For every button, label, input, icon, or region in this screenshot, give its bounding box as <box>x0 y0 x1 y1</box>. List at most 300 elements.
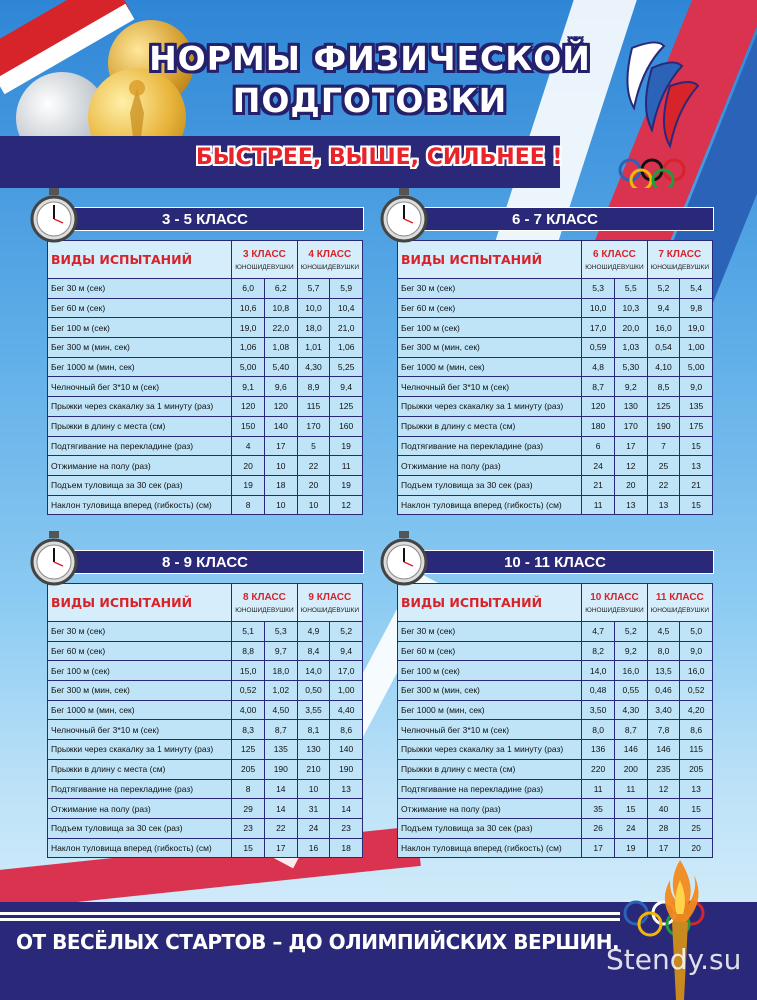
panel-heading-3-5: 3 - 5 КЛАСС <box>46 207 364 231</box>
norm-value-cell: 8 <box>232 495 265 515</box>
class-header: 7 КЛАСС ЮНОШИ ДЕВУШКИ <box>647 241 712 279</box>
norm-value-cell: 13 <box>680 779 713 799</box>
norm-value-cell: 18 <box>264 475 297 495</box>
norm-value-cell: 16,0 <box>680 661 713 681</box>
class-header: 10 КЛАСС ЮНОШИ ДЕВУШКИ <box>582 584 647 622</box>
test-name-cell: Отжимание на полу (раз) <box>48 456 232 476</box>
norm-value-cell: 28 <box>647 818 680 838</box>
table-row <box>398 641 713 661</box>
norm-value-cell: 180 <box>582 416 615 436</box>
norms-table-10-11 <box>397 583 713 858</box>
test-name-cell: Подтягивание на перекладине (раз) <box>398 779 582 799</box>
norm-value-cell: 9,8 <box>680 298 713 318</box>
test-name-cell: Челночный бег 3*10 м (сек) <box>48 720 232 740</box>
norm-value-cell: 9,4 <box>330 377 363 397</box>
norm-value-cell: 115 <box>297 397 330 417</box>
norm-value-cell: 4,8 <box>582 357 615 377</box>
norm-value-cell: 6 <box>582 436 615 456</box>
test-name-cell: Бег 60 м (сек) <box>48 298 232 318</box>
norm-value-cell: 170 <box>297 416 330 436</box>
test-name-cell: Прыжки через скакалку за 1 минуту (раз) <box>48 740 232 760</box>
norm-value-cell: 5,5 <box>614 279 647 299</box>
norm-value-cell: 220 <box>582 759 615 779</box>
norm-value-cell: 11 <box>330 456 363 476</box>
test-name-cell: Челночный бег 3*10 м (сек) <box>48 377 232 397</box>
norm-value-cell: 5,2 <box>614 622 647 642</box>
test-name-cell: Прыжки в длину с места (см) <box>48 416 232 436</box>
norm-value-cell: 17 <box>264 838 297 858</box>
test-name-cell: Бег 30 м (сек) <box>48 622 232 642</box>
norm-value-cell: 15 <box>680 495 713 515</box>
test-name-cell: Бег 100 м (сек) <box>48 661 232 681</box>
norm-value-cell: 9,4 <box>647 298 680 318</box>
norm-value-cell: 17 <box>647 838 680 858</box>
norm-value-cell: 5,2 <box>330 622 363 642</box>
norm-value-cell: 21 <box>582 475 615 495</box>
norm-value-cell: 4,9 <box>297 622 330 642</box>
norm-value-cell: 130 <box>297 740 330 760</box>
test-name-cell: Отжимание на полу (раз) <box>48 799 232 819</box>
table-row <box>48 377 363 397</box>
norm-value-cell: 1,06 <box>330 338 363 358</box>
table-row <box>398 779 713 799</box>
olympic-torch-icon <box>650 850 710 1000</box>
norm-value-cell: 0,48 <box>582 681 615 701</box>
stopwatch-icon <box>30 531 78 587</box>
norm-value-cell: 1,00 <box>680 338 713 358</box>
norm-value-cell: 0,59 <box>582 338 615 358</box>
norm-value-cell: 20 <box>614 475 647 495</box>
test-name-cell: Бег 60 м (сек) <box>398 298 582 318</box>
norm-value-cell: 25 <box>680 818 713 838</box>
norm-value-cell: 8,0 <box>647 641 680 661</box>
norm-value-cell: 4,30 <box>614 700 647 720</box>
norm-value-cell: 7,8 <box>647 720 680 740</box>
norm-value-cell: 140 <box>264 416 297 436</box>
norm-value-cell: 19 <box>330 436 363 456</box>
norm-value-cell: 10,8 <box>264 298 297 318</box>
norm-value-cell: 125 <box>330 397 363 417</box>
norm-value-cell: 18 <box>330 838 363 858</box>
norm-value-cell: 120 <box>264 397 297 417</box>
test-name-cell: Отжимание на полу (раз) <box>398 799 582 819</box>
table-row <box>398 357 713 377</box>
table-row <box>398 495 713 515</box>
norm-value-cell: 0,52 <box>680 681 713 701</box>
norm-value-cell: 24 <box>297 818 330 838</box>
norm-value-cell: 4,30 <box>297 357 330 377</box>
norm-value-cell: 10,4 <box>330 298 363 318</box>
norm-value-cell: 120 <box>582 397 615 417</box>
norm-value-cell: 0,46 <box>647 681 680 701</box>
table-row <box>398 740 713 760</box>
test-name-cell: Подъем туловища за 30 сек (раз) <box>398 475 582 495</box>
norm-value-cell: 23 <box>330 818 363 838</box>
norm-value-cell: 8,3 <box>232 720 265 740</box>
table-row <box>398 377 713 397</box>
norm-value-cell: 17 <box>264 436 297 456</box>
table-row <box>398 456 713 476</box>
stopwatch-icon <box>30 188 78 244</box>
norm-value-cell: 31 <box>297 799 330 819</box>
norm-value-cell: 5,30 <box>614 357 647 377</box>
norm-value-cell: 10,0 <box>297 298 330 318</box>
table-row <box>398 416 713 436</box>
norm-value-cell: 3,55 <box>297 700 330 720</box>
test-name-cell: Наклон туловища вперед (гибкость) (см) <box>48 838 232 858</box>
norm-value-cell: 146 <box>614 740 647 760</box>
norm-value-cell: 8 <box>232 779 265 799</box>
norm-value-cell: 146 <box>647 740 680 760</box>
test-name-cell: Подтягивание на перекладине (раз) <box>48 436 232 456</box>
norm-value-cell: 20 <box>680 838 713 858</box>
norm-value-cell: 10,6 <box>232 298 265 318</box>
norm-value-cell: 190 <box>330 759 363 779</box>
table-row <box>48 475 363 495</box>
test-name-cell: Бег 1000 м (мин, сек) <box>48 700 232 720</box>
norm-value-cell: 5,0 <box>680 622 713 642</box>
norm-value-cell: 1,02 <box>264 681 297 701</box>
page-title <box>120 38 620 122</box>
norm-value-cell: 15,0 <box>232 661 265 681</box>
norm-value-cell: 135 <box>264 740 297 760</box>
column-label: ВИДЫ ИСПЫТАНИЙ <box>48 584 232 622</box>
norm-value-cell: 20,0 <box>614 318 647 338</box>
norm-value-cell: 170 <box>614 416 647 436</box>
norm-value-cell: 9,4 <box>330 641 363 661</box>
test-name-cell: Бег 60 м (сек) <box>48 641 232 661</box>
norm-value-cell: 8,1 <box>297 720 330 740</box>
norm-value-cell: 12 <box>330 495 363 515</box>
norm-value-cell: 8,5 <box>647 377 680 397</box>
norm-value-cell: 190 <box>264 759 297 779</box>
norm-value-cell: 29 <box>232 799 265 819</box>
norm-value-cell: 0,55 <box>614 681 647 701</box>
column-label: ВИДЫ ИСПЫТАНИЙ <box>398 584 582 622</box>
norm-value-cell: 4,10 <box>647 357 680 377</box>
class-header: 8 КЛАСС ЮНОШИ ДЕВУШКИ <box>232 584 297 622</box>
norm-value-cell: 10 <box>297 779 330 799</box>
title-line-1: НОРМЫ ФИЗИЧЕСКОЙ <box>149 39 591 78</box>
norm-value-cell: 13 <box>614 495 647 515</box>
table-row <box>398 681 713 701</box>
table-row <box>48 740 363 760</box>
panel-heading-10-11: 10 - 11 КЛАСС <box>396 550 714 574</box>
test-name-cell: Прыжки в длину с места (см) <box>398 759 582 779</box>
slogan: БЫСТРЕЕ, ВЫШЕ, СИЛЬНЕЕ ! <box>196 145 563 170</box>
norm-value-cell: 1,01 <box>297 338 330 358</box>
norm-value-cell: 5,1 <box>232 622 265 642</box>
russia-olympic-emblem-icon <box>612 38 702 188</box>
test-name-cell: Бег 30 м (сек) <box>48 279 232 299</box>
norm-value-cell: 14 <box>264 779 297 799</box>
norm-value-cell: 15 <box>232 838 265 858</box>
norm-value-cell: 5,40 <box>264 357 297 377</box>
norm-value-cell: 22 <box>647 475 680 495</box>
norm-value-cell: 190 <box>647 416 680 436</box>
table-row <box>48 700 363 720</box>
norm-value-cell: 19,0 <box>232 318 265 338</box>
test-name-cell: Бег 60 м (сек) <box>398 641 582 661</box>
norm-value-cell: 14 <box>264 799 297 819</box>
test-name-cell: Прыжки через скакалку за 1 минуту (раз) <box>398 740 582 760</box>
table-row <box>48 779 363 799</box>
norm-value-cell: 5,9 <box>330 279 363 299</box>
norm-value-cell: 130 <box>614 397 647 417</box>
norm-value-cell: 10 <box>264 495 297 515</box>
norm-value-cell: 7 <box>647 436 680 456</box>
norm-value-cell: 17,0 <box>582 318 615 338</box>
class-header: 11 КЛАСС ЮНОШИ ДЕВУШКИ <box>647 584 712 622</box>
table-row <box>48 681 363 701</box>
norm-value-cell: 15 <box>680 799 713 819</box>
norm-value-cell: 5 <box>297 436 330 456</box>
norm-value-cell: 205 <box>232 759 265 779</box>
table-row <box>48 397 363 417</box>
test-name-cell: Прыжки через скакалку за 1 минуту (раз) <box>398 397 582 417</box>
norm-value-cell: 6,2 <box>264 279 297 299</box>
norm-value-cell: 125 <box>647 397 680 417</box>
norm-value-cell: 19 <box>232 475 265 495</box>
norm-value-cell: 210 <box>297 759 330 779</box>
norm-value-cell: 5,25 <box>330 357 363 377</box>
norm-value-cell: 125 <box>232 740 265 760</box>
norm-value-cell: 18,0 <box>297 318 330 338</box>
watermark: Stendy.su <box>606 943 742 976</box>
test-name-cell: Бег 300 м (мин, сек) <box>398 681 582 701</box>
norm-value-cell: 14,0 <box>297 661 330 681</box>
table-row <box>398 436 713 456</box>
norm-value-cell: 9,6 <box>264 377 297 397</box>
norms-table-3-5 <box>47 240 363 515</box>
norm-value-cell: 0,54 <box>647 338 680 358</box>
panel-heading-8-9: 8 - 9 КЛАСС <box>46 550 364 574</box>
norm-value-cell: 120 <box>232 397 265 417</box>
norm-value-cell: 20 <box>232 456 265 476</box>
class-header: 4 КЛАСС ЮНОШИ ДЕВУШКИ <box>297 241 362 279</box>
norm-value-cell: 9,0 <box>680 641 713 661</box>
table-row <box>48 838 363 858</box>
test-name-cell: Наклон туловища вперед (гибкость) (см) <box>48 495 232 515</box>
norm-value-cell: 13 <box>647 495 680 515</box>
norm-value-cell: 8,6 <box>330 720 363 740</box>
table-row <box>398 720 713 740</box>
test-name-cell: Наклон туловища вперед (гибкость) (см) <box>398 838 582 858</box>
table-row <box>48 641 363 661</box>
norm-value-cell: 115 <box>680 740 713 760</box>
test-name-cell: Бег 1000 м (мин, сек) <box>398 700 582 720</box>
norm-value-cell: 235 <box>647 759 680 779</box>
class-header: 6 КЛАСС ЮНОШИ ДЕВУШКИ <box>582 241 647 279</box>
test-name-cell: Бег 300 м (мин, сек) <box>398 338 582 358</box>
table-row <box>48 661 363 681</box>
test-name-cell: Бег 100 м (сек) <box>398 318 582 338</box>
test-name-cell: Подтягивание на перекладине (раз) <box>398 436 582 456</box>
title-line-2: ПОДГОТОВКИ <box>232 81 508 120</box>
test-name-cell: Подъем туловища за 30 сек (раз) <box>398 818 582 838</box>
norms-table-8-9 <box>47 583 363 858</box>
norm-value-cell: 5,3 <box>582 279 615 299</box>
norm-value-cell: 8,0 <box>582 720 615 740</box>
norm-value-cell: 14 <box>330 799 363 819</box>
norm-value-cell: 5,00 <box>232 357 265 377</box>
norm-value-cell: 6,0 <box>232 279 265 299</box>
norm-value-cell: 4,5 <box>647 622 680 642</box>
norm-value-cell: 8,2 <box>582 641 615 661</box>
table-row <box>48 436 363 456</box>
test-name-cell: Челночный бег 3*10 м (сек) <box>398 720 582 740</box>
table-row <box>48 338 363 358</box>
norm-value-cell: 8,7 <box>264 720 297 740</box>
norm-value-cell: 135 <box>680 397 713 417</box>
norm-value-cell: 160 <box>330 416 363 436</box>
test-name-cell: Бег 30 м (сек) <box>398 622 582 642</box>
table-row <box>48 622 363 642</box>
norm-value-cell: 17 <box>582 838 615 858</box>
norm-value-cell: 14,0 <box>582 661 615 681</box>
norm-value-cell: 12 <box>614 456 647 476</box>
table-row <box>398 475 713 495</box>
norm-value-cell: 5,2 <box>647 279 680 299</box>
norm-value-cell: 4,7 <box>582 622 615 642</box>
table-row <box>48 495 363 515</box>
table-row <box>48 357 363 377</box>
norm-value-cell: 25 <box>647 456 680 476</box>
norm-value-cell: 10,0 <box>582 298 615 318</box>
footer-motto: ОТ ВЕСЁЛЫХ СТАРТОВ – ДО ОЛИМПИЙСКИХ ВЕРШИН. <box>16 930 620 954</box>
norm-value-cell: 8,6 <box>680 720 713 740</box>
table-row <box>48 759 363 779</box>
norm-value-cell: 11 <box>582 779 615 799</box>
norm-value-cell: 8,9 <box>297 377 330 397</box>
norm-value-cell: 13 <box>680 456 713 476</box>
norm-value-cell: 11 <box>614 779 647 799</box>
table-row <box>398 818 713 838</box>
norm-value-cell: 21 <box>680 475 713 495</box>
norm-value-cell: 140 <box>330 740 363 760</box>
test-name-cell: Подъем туловища за 30 сек (раз) <box>48 475 232 495</box>
table-row <box>48 298 363 318</box>
norm-value-cell: 22,0 <box>264 318 297 338</box>
norm-value-cell: 10 <box>264 456 297 476</box>
norm-value-cell: 136 <box>582 740 615 760</box>
norm-value-cell: 24 <box>614 818 647 838</box>
norm-value-cell: 20 <box>297 475 330 495</box>
norm-value-cell: 18,0 <box>264 661 297 681</box>
table-row <box>48 279 363 299</box>
test-name-cell: Бег 100 м (сек) <box>48 318 232 338</box>
norm-value-cell: 8,8 <box>232 641 265 661</box>
norm-value-cell: 10 <box>297 495 330 515</box>
norm-value-cell: 9,7 <box>264 641 297 661</box>
norm-value-cell: 3,40 <box>647 700 680 720</box>
test-name-cell: Бег 1000 м (мин, сек) <box>48 357 232 377</box>
norm-value-cell: 40 <box>647 799 680 819</box>
norm-value-cell: 24 <box>582 456 615 476</box>
norm-value-cell: 16,0 <box>614 661 647 681</box>
norm-value-cell: 21,0 <box>330 318 363 338</box>
norm-value-cell: 13 <box>330 779 363 799</box>
table-row <box>48 416 363 436</box>
norm-value-cell: 19 <box>330 475 363 495</box>
norm-value-cell: 1,00 <box>330 681 363 701</box>
norm-value-cell: 16 <box>297 838 330 858</box>
test-name-cell: Отжимание на полу (раз) <box>398 456 582 476</box>
test-name-cell: Подъем туловища за 30 сек (раз) <box>48 818 232 838</box>
norm-value-cell: 26 <box>582 818 615 838</box>
norm-value-cell: 8,7 <box>614 720 647 740</box>
table-row <box>398 759 713 779</box>
norm-value-cell: 175 <box>680 416 713 436</box>
stopwatch-icon <box>380 531 428 587</box>
norms-table-6-7 <box>397 240 713 515</box>
norm-value-cell: 17 <box>614 436 647 456</box>
norm-value-cell: 1,08 <box>264 338 297 358</box>
class-header: 9 КЛАСС ЮНОШИ ДЕВУШКИ <box>297 584 362 622</box>
test-name-cell: Подтягивание на перекладине (раз) <box>48 779 232 799</box>
test-name-cell: Бег 1000 м (мин, сек) <box>398 357 582 377</box>
test-name-cell: Прыжки в длину с места (см) <box>48 759 232 779</box>
norm-value-cell: 1,03 <box>614 338 647 358</box>
norm-value-cell: 10,3 <box>614 298 647 318</box>
norm-value-cell: 3,50 <box>582 700 615 720</box>
class-header: 3 КЛАСС ЮНОШИ ДЕВУШКИ <box>232 241 297 279</box>
footer-divider <box>0 912 620 915</box>
footer-divider <box>0 918 620 921</box>
norm-value-cell: 150 <box>232 416 265 436</box>
test-name-cell: Бег 30 м (сек) <box>398 279 582 299</box>
table-row <box>398 661 713 681</box>
table-row <box>398 338 713 358</box>
table-row <box>48 456 363 476</box>
norm-value-cell: 4,40 <box>330 700 363 720</box>
column-label: ВИДЫ ИСПЫТАНИЙ <box>398 241 582 279</box>
table-row <box>48 799 363 819</box>
norm-value-cell: 5,4 <box>680 279 713 299</box>
table-row <box>398 700 713 720</box>
norm-value-cell: 8,4 <box>297 641 330 661</box>
norm-value-cell: 35 <box>582 799 615 819</box>
norm-value-cell: 8,7 <box>582 377 615 397</box>
norm-value-cell: 9,0 <box>680 377 713 397</box>
norm-value-cell: 9,2 <box>614 641 647 661</box>
norm-value-cell: 16,0 <box>647 318 680 338</box>
norm-value-cell: 9,1 <box>232 377 265 397</box>
norm-value-cell: 4,50 <box>264 700 297 720</box>
panel-heading-6-7: 6 - 7 КЛАСС <box>396 207 714 231</box>
table-row <box>398 279 713 299</box>
test-name-cell: Прыжки через скакалку за 1 минуту (раз) <box>48 397 232 417</box>
test-name-cell: Бег 300 м (мин, сек) <box>48 681 232 701</box>
stopwatch-icon <box>380 188 428 244</box>
norm-value-cell: 5,7 <box>297 279 330 299</box>
norm-value-cell: 5,00 <box>680 357 713 377</box>
norm-value-cell: 1,06 <box>232 338 265 358</box>
table-row <box>398 622 713 642</box>
norm-value-cell: 9,2 <box>614 377 647 397</box>
norm-value-cell: 19,0 <box>680 318 713 338</box>
norm-value-cell: 0,50 <box>297 681 330 701</box>
norm-value-cell: 22 <box>264 818 297 838</box>
table-row <box>48 720 363 740</box>
test-name-cell: Бег 100 м (сек) <box>398 661 582 681</box>
test-name-cell: Бег 300 м (мин, сек) <box>48 338 232 358</box>
norm-value-cell: 4,20 <box>680 700 713 720</box>
table-row <box>48 818 363 838</box>
norm-value-cell: 17,0 <box>330 661 363 681</box>
table-row <box>48 318 363 338</box>
norm-value-cell: 15 <box>614 799 647 819</box>
